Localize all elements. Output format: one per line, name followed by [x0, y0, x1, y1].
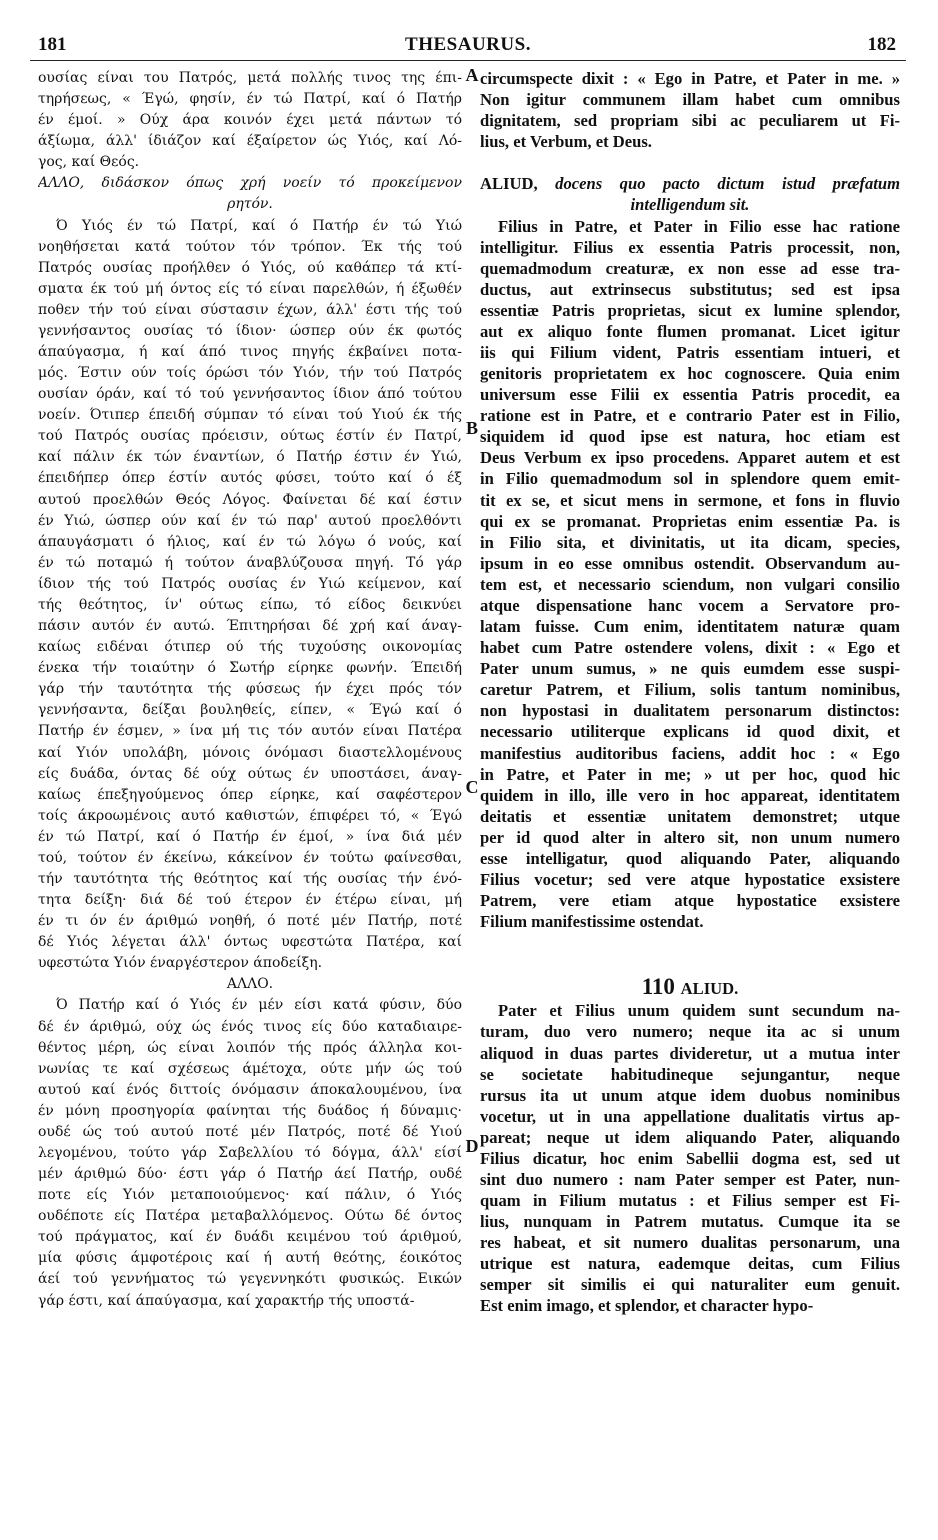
- latin-paragraph-line: Filium manifestissime ostendat.: [480, 912, 704, 932]
- latin-paragraph-line: ipsum in eo esse omnibus ostendit. Observandum au-: [480, 553, 900, 573]
- greek-paragraph-line: καίως έπεξηγούμενος όπερ είρηκε, καί σαφέστερον: [38, 786, 462, 803]
- latin-paragraph-line: atque dispensatione hanc vocem a Servatore pro-: [480, 595, 900, 615]
- latin-paragraph-line: esse intelligatur, quod aliquando Pater, aliquando: [480, 848, 900, 868]
- latin-paragraph-line: in Filio sita, et divinitatis, ut ita dicam, species,: [480, 532, 900, 552]
- latin-paragraph-line: Filius vocetur; sed vere atque hypostatice exsistere: [480, 869, 900, 889]
- latin-paragraph-line: utrique est natura, eademque deitas, cum Filius: [480, 1254, 900, 1274]
- latin-paragraph-line: se societate habitudineque sejungantur, neque: [480, 1064, 900, 1084]
- latin-paragraph-line: Deus Verbum ex ipso procedens. Apparet autem et est: [480, 448, 900, 468]
- latin-paragraph-line: per id quod alter in altero sit, non unum numero: [480, 827, 900, 847]
- greek-paragraph-line: πάσιν αυτόν έν αυτώ. Έπιτηρήσαι δέ χρή καί άναγ-: [38, 618, 462, 635]
- latin-paragraph-line: Filius in Patre, et Pater in Filio esse hac ratione: [498, 216, 900, 236]
- greek-paragraph-line: Πατήρ έν έσμεν, » ίνα μή τις τόν αυτόν είναι Πατέρα: [38, 723, 462, 740]
- latin-paragraph-line: genitoris proprietatem ex hoc cognoscere. Quia enim: [480, 364, 900, 384]
- greek-paragraph-line: γάρ έστι, καί άπαύγασμα, καί χαρακτήρ τής υποστά-: [38, 1292, 415, 1309]
- greek-paragraph-line: μός. Έστιν ούν τοίς όρώσι τόν Υιόν, τήν τού Πατρός: [38, 365, 462, 382]
- latin-paragraph-line: circumspecte dixit : « Ego in Patre, et Pater in me. »: [480, 69, 900, 88]
- section-marker-a: A: [465, 65, 479, 85]
- latin-paragraph-line: lius, et Verbum, et Deus.: [480, 132, 652, 152]
- greek-paragraph-line: τοίς άκροωμένοις αυτό καθιστών, έπιφέρει τό, « Έγώ: [38, 807, 462, 824]
- latin-paragraph-line: qui ex se promanat. Proprietas enim essentiæ Pa. is: [480, 511, 900, 531]
- column-number: 110: [641, 974, 681, 1000]
- latin-paragraph-line: dignitatem, sed propriam sibi ac peculiarem ut Fi-: [480, 111, 900, 131]
- latin-paragraph-line: in Filio quemadmodum sol in splendore quem emit-: [480, 469, 900, 489]
- greek-paragraph-line: Πατρός ουσίας προήλθεν ό Υιός, ού καθάπερ τά κτί-: [38, 259, 462, 276]
- greek-paragraph-line: γος, καί Θεός.: [38, 154, 140, 171]
- spacer: [480, 953, 900, 974]
- greek-paragraph-line: γεννήσαντος ουσίας τό ίδιον· ώσπερ ούν έκ φωτός: [38, 322, 462, 339]
- greek-paragraph-line: ουσίαν όράν, καί τό τού γεννήσαντος ίδιον άπό τούτου: [38, 386, 462, 403]
- greek-paragraph-line: καί Υιόν υπολάβη, μόνοις όνόμασι διαστελλομένους: [38, 744, 462, 761]
- greek-paragraph-line: άπαυγάσματι ό ήλιος, καί έν τώ λόγω ό νούς, καί: [38, 533, 462, 550]
- latin-paragraph-line: tem est, et necessario sciendum, non vulgari consilio: [480, 574, 900, 594]
- greek-paragraph-line: δέ έν άριθμώ, ούχ ώς ένός τινος είς δύο καταδιαιρε-: [38, 1018, 462, 1035]
- latin-paragraph-line: quam in Filium mutatus : et Filius semper est Fi-: [480, 1191, 900, 1211]
- latin-heading-italic: docens quo pacto dictum istud præfatum: [537, 174, 900, 194]
- greek-paragraph-line: μέν άριθμώ δύο· έστι γάρ ό Πατήρ άεί Πατήρ, ουδέ: [38, 1166, 462, 1183]
- greek-paragraph-line: έν τι όν έν άριθμώ νοηθή, ό ποτέ μέν Πατήρ, ποτέ: [38, 913, 462, 930]
- latin-paragraph-line: siquidem id quod ipse est natura, hoc etiam est: [480, 427, 900, 447]
- latin-column: [480, 68, 900, 1317]
- greek-paragraph-line: ένεκα τήν τοιαύτην ό Σωτήρ είρηκε φωνήν. Έπειδή: [38, 660, 462, 677]
- latin-paragraph-line: Pater unum sumus, » ne quis eumdem esse suspi-: [480, 659, 900, 679]
- greek-paragraph-line: σματα έκ τού μή όντος είς τό είναι παρελθών, ή έξωθέν: [38, 280, 462, 297]
- greek-column: [38, 68, 462, 1312]
- greek-paragraph-line: ουδέ ώς τού αυτού ποτέ μέν Πατρός, ποτέ δέ Υιού: [38, 1123, 462, 1140]
- greek-paragraph-line: έν τώ ποταμώ ή τούτον άναβλύζουσα πηγή. Τό γάρ: [38, 554, 462, 571]
- greek-paragraph-line: ουδέποτε είς Πατέρα μεταβαλλόμενος. Ούτω δέ όντος: [38, 1208, 462, 1225]
- greek-paragraph-line: τήν ταυτότητα τής θεότητος καί τής ουσίας τήν ένό-: [38, 870, 462, 887]
- latin-paragraph-line: habet cum Patre ostendere volens, dixit : « Ego et: [480, 638, 900, 658]
- latin-paragraph-line: deitatis et essentiæ unitatem demonstret; utque: [480, 806, 900, 826]
- latin-heading-aliud: [480, 974, 900, 1000]
- latin-paragraph-line: ratione est in Patre, et e contrario Pater est in Filio,: [480, 406, 900, 426]
- latin-paragraph-line: non hypostasi in dualitatem personarum distinctos:: [480, 701, 900, 721]
- greek-heading-aliud: ΑΛΛΟ.: [226, 976, 274, 993]
- latin-paragraph-line: quemadmodum creaturæ, ex non esse ad esse tra-: [480, 258, 900, 278]
- greek-paragraph-line: είς δυάδα, όντας δέ ούχ ούτως έν υποστάσει, άναγ-: [38, 765, 462, 782]
- latin-paragraph-line: semper sit similis ei qui naturaliter eum genuit.: [480, 1275, 900, 1295]
- latin-paragraph-line: turam, duo vero numero; neque ita ac si unum: [480, 1022, 900, 1042]
- latin-paragraph-line: iis qui Filium vident, Patris essentiam intueri, et: [480, 343, 900, 363]
- left-page-number: 181: [38, 34, 67, 55]
- latin-heading-aliud-text: ALIUD.: [680, 979, 739, 999]
- spacer: [480, 932, 900, 953]
- latin-paragraph-line: aliquod in duas partes divideretur, ut a mutua inter: [480, 1043, 900, 1063]
- latin-heading-line: intelligendum sit.: [630, 195, 750, 215]
- latin-paragraph-line: necessario utiliterque explicans id quod dixit, et: [480, 722, 900, 742]
- latin-heading-lead: ALIUD,: [480, 174, 538, 194]
- section-marker-c: C: [465, 777, 479, 797]
- latin-paragraph-line: rursus ita ut unum atque idem duobus nominibus: [480, 1085, 900, 1105]
- greek-paragraph-line: μία φύσις άμφοτέροις καί ή αυτή θεότης, έοικότος: [38, 1250, 462, 1267]
- right-page-number: 182: [867, 34, 896, 55]
- latin-paragraph-line: universum esse Filii ex essentia Patris procedit, ea: [480, 385, 900, 405]
- greek-paragraph-line: δέ Υιός λέγεται άλλ' όντως υφεστώτα Πατέρα, καί: [38, 934, 462, 951]
- latin-paragraph-line: ductus, aut extrinsecus substitutus; sed est ipsa: [480, 279, 900, 299]
- latin-paragraph-line: Filius dicatur, hoc enim Sabellii dogma est, sed ut: [480, 1148, 900, 1168]
- greek-paragraph-line: άεί τού γεννήματος τώ γεγεννηκότι φυσικώς. Εικών: [38, 1271, 462, 1288]
- greek-paragraph-line: τού, τούτον έν έκείνω, κάκείνον έν τούτω φαίνεσθαι,: [38, 849, 462, 866]
- latin-paragraph-line: manifestius auditoribus faciens, addit hoc : « Ego: [480, 743, 900, 763]
- greek-paragraph-line: Ό Υιός έν τώ Πατρί, καί ό Πατήρ έν τώ Υιώ: [56, 217, 462, 234]
- latin-paragraph-line: in Patre, et Pater in me; » ut per hoc, quod hic: [480, 764, 900, 784]
- greek-paragraph-line: ουσίας είναι του Πατρός, μετά πολλής τινος της έπι-: [38, 70, 462, 86]
- latin-paragraph-line: caretur Patrem, et Filium, solis tantum nominibus,: [480, 680, 900, 700]
- latin-paragraph-line: Pater et Filius unum quidem sunt secundum na-: [498, 1001, 900, 1021]
- greek-paragraph-line: τηρήσεως, « Έγώ, φησίν, έν τώ Πατρί, καί ό Πατήρ: [38, 91, 462, 108]
- latin-heading-line: [480, 173, 900, 194]
- spacer: [480, 152, 900, 173]
- latin-paragraph-line: tit ex se, et sicut mens in sermone, et fons in fluvio: [480, 490, 900, 510]
- latin-paragraph-line: pareat; neque ut idem aliquando Pater, aliquando: [480, 1127, 900, 1147]
- page-header: [30, 30, 906, 61]
- greek-paragraph-line: γάρ τήν ταυτότητα τής φύσεως ήν έχει πρός τόν: [38, 681, 462, 698]
- greek-paragraph-line: ποτε είς Υιόν μεταποιούμενος· καί πάλιν, ό Υιός: [38, 1187, 462, 1204]
- greek-paragraph-line: αυτού προελθών Θεός Λόγος. Φαίνεται δέ καί έστιν: [38, 491, 462, 508]
- greek-paragraph-line: άπαύγασμα, ή καί άπό τινος πηγής έκβαίνει ποτα-: [38, 344, 462, 361]
- greek-paragraph-line: ίδιον τής τού Πατρός ουσίας έν Υιώ κείμενον, καί: [38, 575, 462, 592]
- running-title: THESAURUS.: [405, 34, 531, 55]
- greek-paragraph-line: καί πάλιν έκ τών έναντίων, ό Πατήρ έστιν έν Υιώ,: [38, 449, 462, 466]
- greek-paragraph-line: έν έμοί. » Ούχ άρα κοινόν έχει μετά πάντων τό: [38, 112, 462, 129]
- greek-paragraph-line: υφεστώτα Υιόν έναργέστερον άποδείξη.: [38, 955, 323, 972]
- latin-paragraph-line: essentiæ Patris proprietas, sicut ex lumine splendor,: [480, 300, 900, 320]
- greek-paragraph-line: τού πράγματος, καί έν δυάδι κειμένου τού άριθμού,: [38, 1229, 462, 1246]
- greek-paragraph-line: Ό Πατήρ καί ό Υιός έν μέν είσι κατά φύσιν, δύο: [56, 997, 462, 1014]
- greek-paragraph-line: έν Υιώ, ώσπερ ούν καί έν τώ παρ' αυτού προελθόντι: [38, 512, 462, 529]
- latin-paragraph-line: lius, nunquam in Patrem mutatus. Cumque ita se: [480, 1212, 900, 1232]
- greek-paragraph-line: θέντος μέρη, ώς είναι λοιπόν τής πρός άλληλα κοι-: [38, 1039, 462, 1056]
- section-marker-d: D: [465, 1136, 479, 1156]
- greek-paragraph-line: τού Πατρός ουσίας πρόεισιν, ούτως έστίν έν Πατρί,: [38, 428, 462, 445]
- greek-paragraph-line: έν μόνη προσηγορία φαίνηται τής δυάδος ή δύναμις·: [38, 1102, 462, 1119]
- latin-paragraph-line: aut ex aliquo fonte flumen promanat. Licet igitur: [480, 321, 900, 341]
- latin-paragraph-line: Patrem, vere etiam atque hypostatice exsistere: [480, 891, 900, 911]
- latin-paragraph-line: quidem in illo, ille vero in hoc appareat, identitatem: [480, 785, 900, 805]
- greek-paragraph-line: αυτού καί ένός διττοίς όνόμασιν άποκαλουμένου, ίνα: [38, 1081, 462, 1098]
- latin-paragraph-line: latam fuisse. Cum enim, identitatem naturæ quam: [480, 617, 900, 637]
- greek-paragraph-line: ποθεν τήν τού είναι σύστασιν έχων, άλλ' έστι τής τού: [38, 301, 462, 318]
- greek-paragraph-line: καίως ειδέναι ότιπερ ού τής τυχούσης οικονομίας: [38, 639, 462, 656]
- greek-paragraph-line: νοείν. Ότιπερ έπειδή σύμπαν τό είναι τού Υιού έκ τής: [38, 407, 462, 424]
- section-marker-b: B: [465, 418, 478, 438]
- greek-paragraph-line: νοηθήσεται κατά τούτον τόν τρόπον. Έκ τής τού: [38, 238, 462, 255]
- latin-paragraph-line: sint duo numero : nam Pater semper est Pater, nun-: [480, 1169, 900, 1189]
- latin-paragraph-line: intelligitur. Filius ex essentia Patris processit, non,: [480, 237, 900, 257]
- greek-paragraph-line: λεγομένου, τούτο γάρ Σαβελλίου τό δόγμα, άλλ' είσί: [38, 1144, 462, 1161]
- greek-paragraph-line: έν τώ Πατρί, καί ό Πατήρ έν έμοί, » ίνα διά μέν: [38, 828, 462, 845]
- latin-paragraph-line: vocetur, ut in una appellatione dualitatis virtus ap-: [480, 1106, 900, 1126]
- latin-paragraph-line: Est enim imago, et splendor, et character hypo-: [480, 1296, 814, 1316]
- greek-paragraph-line: άξίωμα, άλλ' ίδιάζον καί έξαίρετον ώς Υιός, καί Λό-: [38, 133, 462, 150]
- latin-paragraph-line: Non igitur communem illam habet cum omnibus: [480, 90, 900, 110]
- greek-paragraph-line: τητα δείξη· διά δέ τού έτερον έν έτέρω είναι, μή: [38, 892, 462, 909]
- greek-heading-line: ΑΛΛΟ, διδάσκον όπως χρή νοείν τό προκείμενον: [38, 175, 462, 192]
- greek-heading-line: ρητόν.: [227, 196, 273, 213]
- greek-paragraph-line: τής θεότητος, ίν' ούτως είπω, τό είδος δεικνύει: [38, 596, 462, 613]
- greek-paragraph-line: γεννήσαντα, δείξαι βουληθείς, είπεν, « Έγώ καί ό: [38, 702, 462, 719]
- greek-paragraph-line: νωνίας τε καί σχέσεως άμέτοχα, ούτε μήν ώς τού: [38, 1060, 462, 1077]
- greek-paragraph-line: έπειδήπερ όπερ έστίν αυτός φύσει, τούτο καί ό έξ: [38, 470, 462, 487]
- latin-paragraph-line: res habeat, et sit numero dualitas personarum, una: [480, 1233, 900, 1253]
